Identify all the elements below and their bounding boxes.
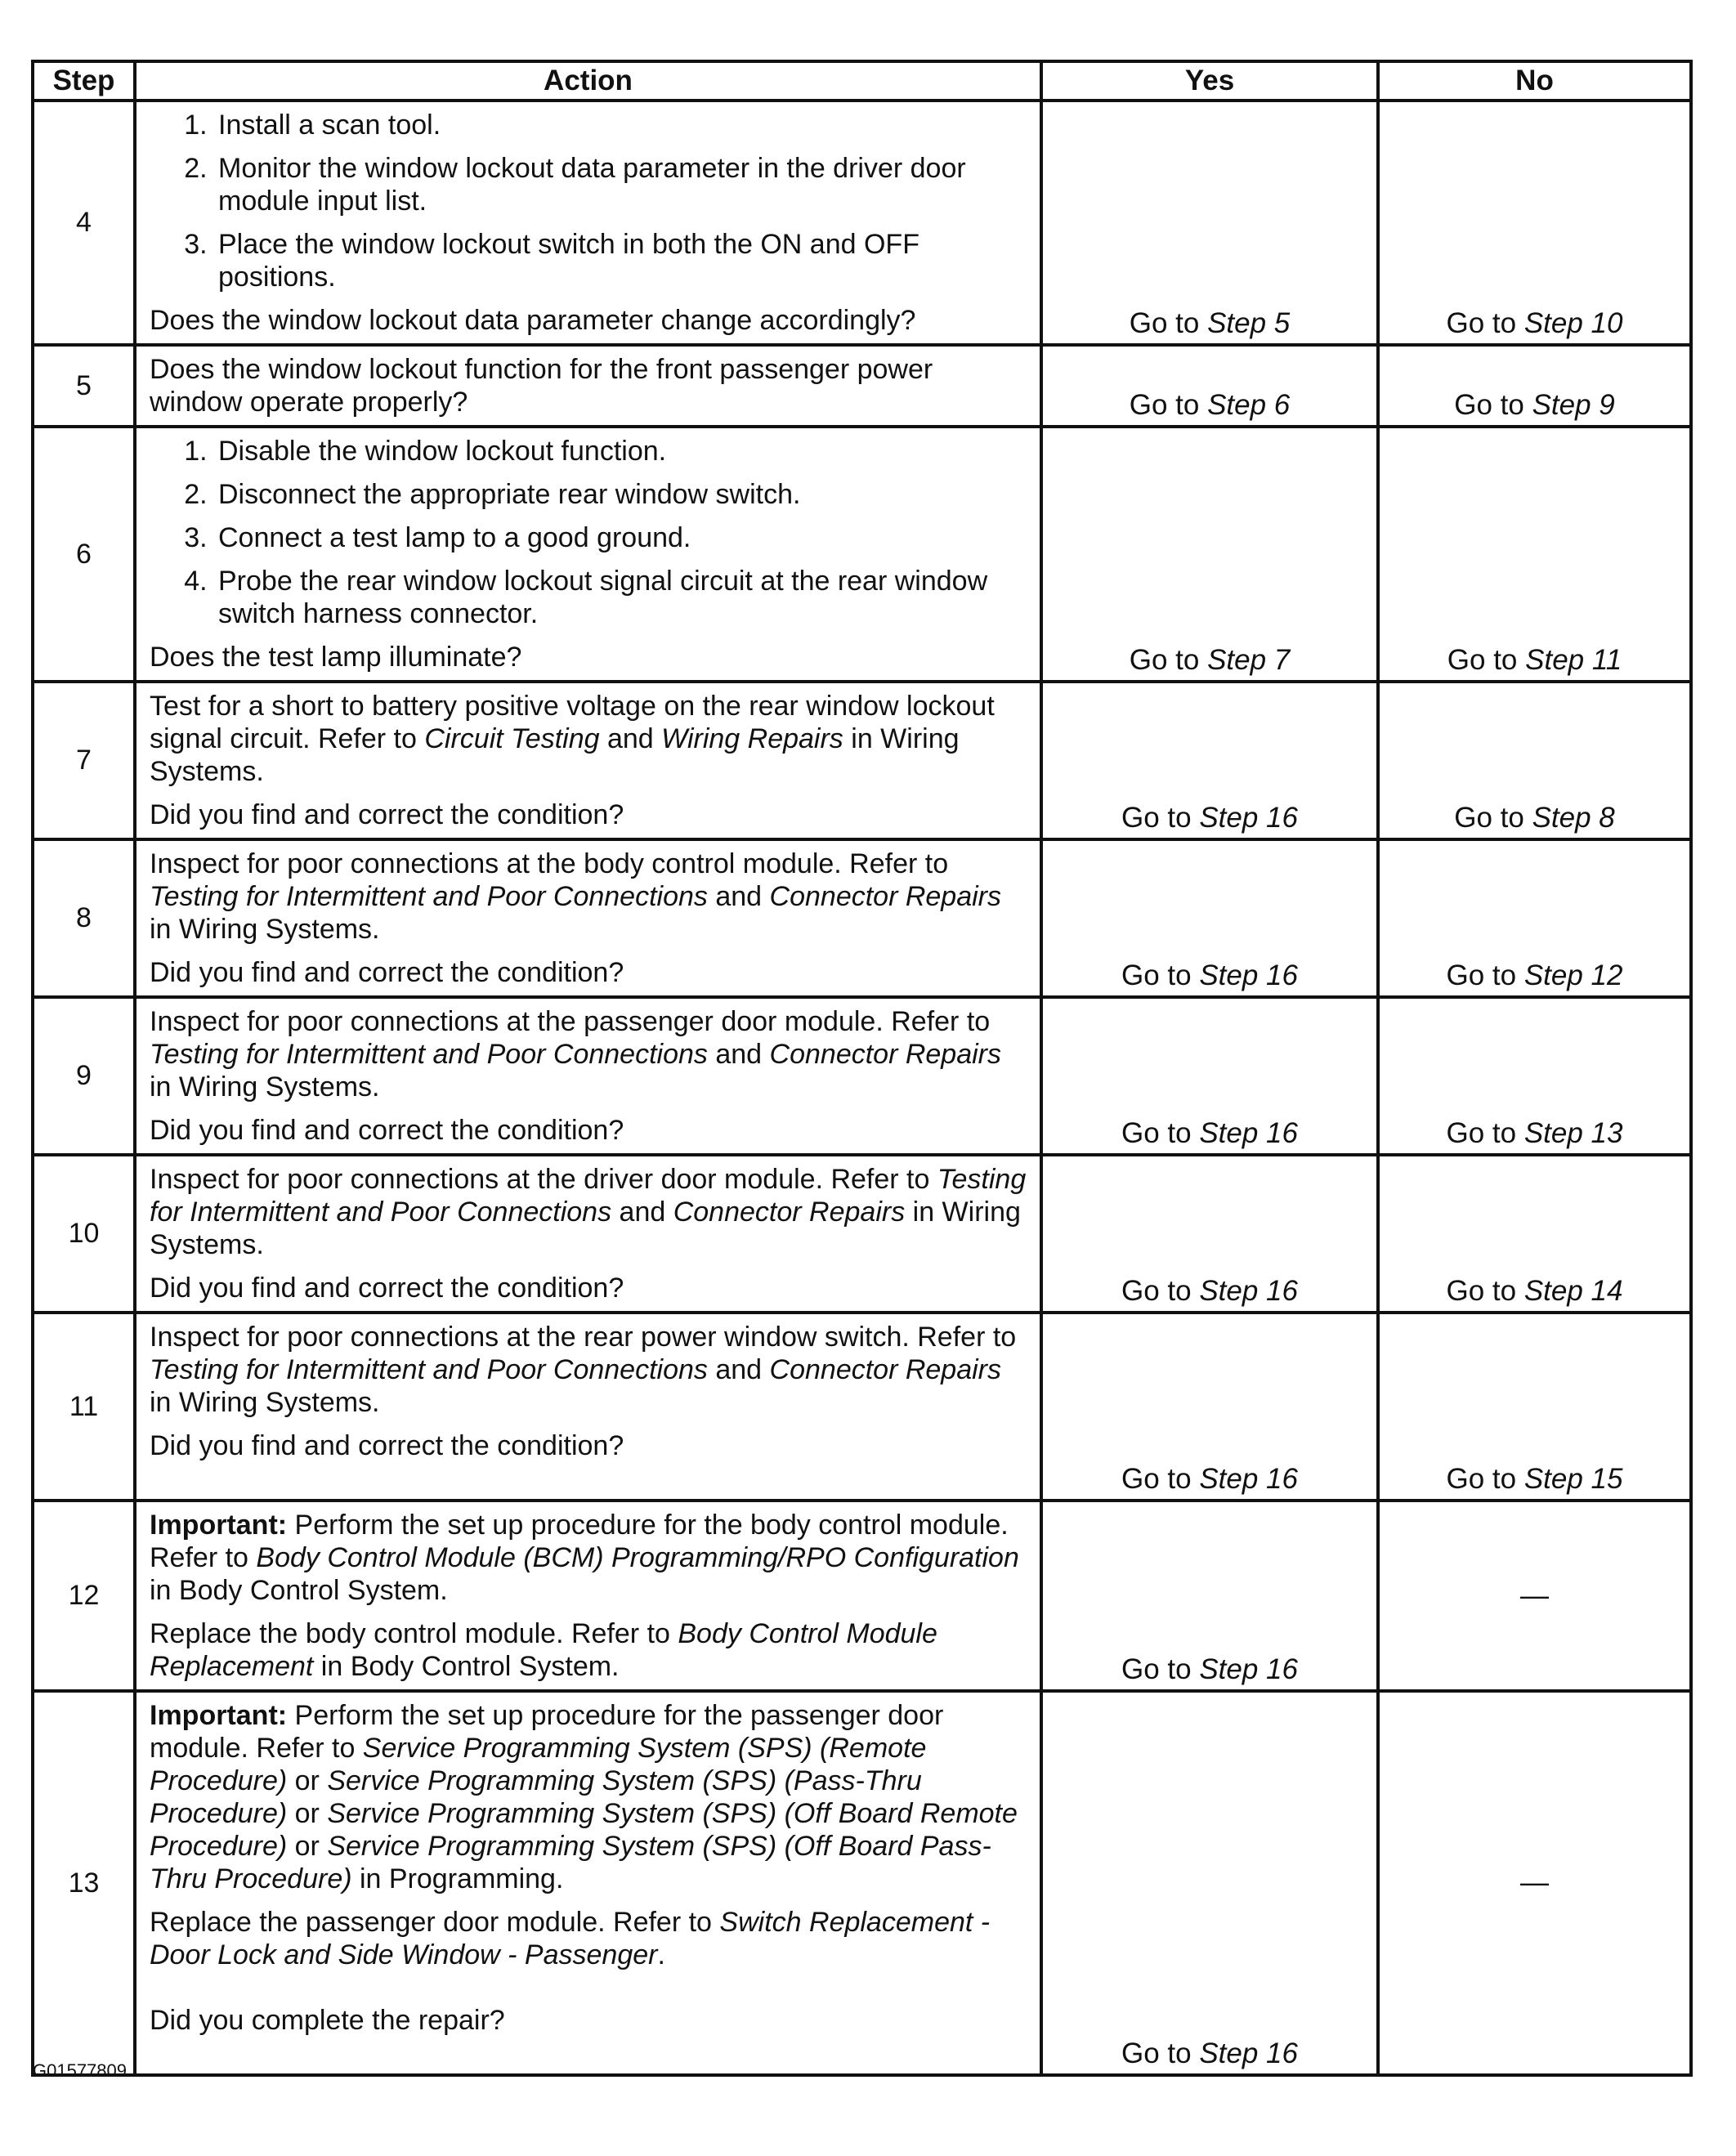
- yes-target: Step 16: [1199, 2037, 1298, 2069]
- yes-link[interactable]: [1041, 1313, 1378, 1501]
- action-text: Inspect for poor connections at the passenger door module. Refer to Testing for Intermittent and Poor Connections and Connector Repairs in Wiring Systems.: [150, 1006, 1002, 1103]
- diagnostic-table: [31, 60, 1693, 2077]
- yes-target: Step 16: [1199, 959, 1298, 991]
- question: Did you complete the repair?: [150, 2005, 505, 2036]
- question: Did you find and correct the condition?: [150, 1430, 624, 1461]
- yes-link[interactable]: [1041, 1691, 1378, 2075]
- yes-prefix: Go to: [1121, 1275, 1200, 1307]
- yes-prefix: Go to: [1121, 1653, 1200, 1685]
- yes-link[interactable]: [1041, 839, 1378, 997]
- reference-link[interactable]: Service Programming System (SPS) (Pass-Thru Procedure): [150, 1765, 922, 1829]
- reference-link[interactable]: Connector Repairs: [769, 1354, 1002, 1385]
- step-number: 8: [33, 839, 135, 997]
- yes-link[interactable]: [1041, 682, 1378, 839]
- list-item: 2. Monitor the window lockout data parameter in the driver door module input list.: [215, 152, 1028, 217]
- table-row: [33, 1691, 1691, 2075]
- no-link[interactable]: [1378, 1155, 1691, 1313]
- yes-prefix: Go to: [1129, 644, 1208, 676]
- yes-link[interactable]: [1041, 1155, 1378, 1313]
- reference-link[interactable]: Connector Repairs: [769, 1039, 1002, 1070]
- action-cell: [135, 427, 1041, 682]
- step-number: 4: [33, 101, 135, 345]
- no-prefix: Go to: [1446, 1117, 1524, 1149]
- table-row: [33, 101, 1691, 345]
- action-cell: [135, 1313, 1041, 1501]
- no-target: Step 14: [1523, 1275, 1623, 1307]
- action-cell: [135, 345, 1041, 427]
- step-number: 12: [33, 1501, 135, 1691]
- action-text: Inspect for poor connections at the driver door module. Refer to Testing for Intermittent and Poor Connections and Connector Repairs in Wiring Systems.: [150, 1164, 1027, 1260]
- no-target: Step 13: [1523, 1117, 1623, 1149]
- table-row: [33, 839, 1691, 997]
- yes-target: Step 16: [1199, 1275, 1298, 1307]
- action-list: [150, 435, 1028, 630]
- no-prefix: Go to: [1446, 1275, 1524, 1307]
- action-text: Replace the body control module. Refer to Body Control Module Replacement in Body Control System.: [150, 1618, 937, 1682]
- action-text: Inspect for poor connections at the rear power window switch. Refer to Testing for Intermittent and Poor Connections and Connector Repairs in Wiring Systems.: [150, 1322, 1017, 1418]
- question: Did you find and correct the condition?: [150, 957, 624, 988]
- no-prefix: Go to: [1446, 959, 1524, 991]
- action-cell: [135, 997, 1041, 1155]
- list-item: 2. Disconnect the appropriate rear window switch.: [215, 478, 1028, 511]
- yes-prefix: Go to: [1129, 389, 1208, 421]
- action-text: Test for a short to battery positive voltage on the rear window lockout signal circuit. Refer to Circuit Testing and Wiring Repairs in Wiring Systems.: [150, 691, 995, 787]
- yes-prefix: Go to: [1121, 959, 1200, 991]
- no-prefix: Go to: [1454, 389, 1532, 421]
- no-target: Step 10: [1523, 307, 1623, 339]
- no-target: Step 15: [1523, 1463, 1623, 1495]
- no-link[interactable]: [1378, 1313, 1691, 1501]
- action-cell: [135, 682, 1041, 839]
- action-cell: [135, 839, 1041, 997]
- step-number: 11: [33, 1313, 135, 1501]
- table-row: [33, 682, 1691, 839]
- yes-link[interactable]: [1041, 997, 1378, 1155]
- action-text: Inspect for poor connections at the body control module. Refer to Testing for Intermittent and Poor Connections and Connector Repairs in Wiring Systems.: [150, 848, 1002, 945]
- action-text: Replace the passenger door module. Refer to Switch Replacement - Door Lock and Side Window - Passenger.: [150, 1907, 991, 1970]
- step-number: 5: [33, 345, 135, 427]
- step-number: 10: [33, 1155, 135, 1313]
- reference-link[interactable]: Body Control Module Replacement: [150, 1618, 937, 1682]
- yes-target: Step 16: [1199, 1463, 1298, 1495]
- step-number: 6: [33, 427, 135, 682]
- table-row: [33, 427, 1691, 682]
- spacer: [150, 1971, 1028, 2004]
- reference-link[interactable]: Testing for Intermittent and Poor Connections: [150, 881, 708, 912]
- no-link[interactable]: [1378, 839, 1691, 997]
- no-prefix: Go to: [1446, 307, 1524, 339]
- no-cell: —: [1378, 1501, 1691, 1691]
- step-number: 7: [33, 682, 135, 839]
- step-number: 9: [33, 997, 135, 1155]
- yes-target: Step 16: [1199, 1117, 1298, 1149]
- reference-link[interactable]: Circuit Testing: [424, 723, 600, 754]
- question: Did you find and correct the condition?: [150, 799, 624, 830]
- action-list: [150, 109, 1028, 293]
- reference-link[interactable]: Testing for Intermittent and Poor Connections: [150, 1354, 708, 1385]
- question: Did you find and correct the condition?: [150, 1273, 624, 1304]
- no-cell: —: [1378, 1691, 1691, 2075]
- no-link[interactable]: [1378, 427, 1691, 682]
- list-item: 4. Probe the rear window lockout signal circuit at the rear window switch harness connector.: [215, 565, 1028, 630]
- no-target: Step 11: [1525, 644, 1622, 676]
- yes-link[interactable]: [1041, 427, 1378, 682]
- important-note: Important: Perform the set up procedure for the passenger door module. Refer to Service Programming System (SPS) (Remote Procedure) or Service Programming System (SPS) (Pass-Thru Procedure) or Service Programming System (SPS) (Off Board Remote Procedure) or Service Programming System (SPS) (Off Board Pass-Thru Procedure) in Programming.: [150, 1700, 1018, 1894]
- table-row: [33, 1313, 1691, 1501]
- list-item: 3. Place the window lockout switch in both the ON and OFF positions.: [215, 228, 1028, 293]
- yes-target: Step 6: [1207, 389, 1291, 421]
- yes-prefix: Go to: [1129, 307, 1208, 339]
- yes-target: Step 7: [1207, 644, 1291, 676]
- table-row: [33, 1155, 1691, 1313]
- step-number: 13: [33, 1691, 135, 2075]
- reference-link[interactable]: Body Control Module (BCM) Programming/RPO Configuration: [256, 1542, 1019, 1573]
- yes-link[interactable]: [1041, 345, 1378, 427]
- no-prefix: Go to: [1446, 1463, 1524, 1495]
- question: Did you find and correct the condition?: [150, 1115, 624, 1146]
- no-link[interactable]: [1378, 101, 1691, 345]
- yes-link[interactable]: [1041, 1501, 1378, 1691]
- header-no: No: [1378, 61, 1691, 101]
- yes-prefix: Go to: [1121, 1463, 1200, 1495]
- reference-link[interactable]: Service Programming System (SPS) (Off Board Remote Procedure): [150, 1798, 1018, 1862]
- table-row: [33, 345, 1691, 427]
- important-note: Important: Perform the set up procedure for the body control module. Refer to Body Control Module (BCM) Programming/RPO Configuration in Body Control System.: [150, 1510, 1019, 1606]
- action-cell: [135, 1691, 1041, 2075]
- yes-target: Step 5: [1207, 307, 1291, 339]
- no-prefix: Go to: [1447, 644, 1526, 676]
- no-link[interactable]: [1378, 345, 1691, 427]
- important-label: Important:: [150, 1510, 288, 1541]
- no-link[interactable]: [1378, 682, 1691, 839]
- yes-prefix: Go to: [1121, 1117, 1200, 1149]
- list-item: 3. Connect a test lamp to a good ground.: [215, 521, 1028, 554]
- list-item: 1. Install a scan tool.: [215, 109, 1028, 141]
- yes-prefix: Go to: [1121, 2037, 1200, 2069]
- reference-link[interactable]: Service Programming System (SPS) (Off Board Pass-Thru Procedure): [150, 1831, 991, 1894]
- table-row: [33, 997, 1691, 1155]
- yes-link[interactable]: [1041, 101, 1378, 345]
- no-prefix: Go to: [1454, 802, 1532, 834]
- yes-target: Step 16: [1199, 1653, 1298, 1685]
- yes-target: Step 16: [1199, 802, 1298, 834]
- reference-link[interactable]: Service Programming System (SPS) (Remote Procedure): [150, 1733, 927, 1796]
- question: Does the window lockout function for the front passenger power window operate properly?: [150, 354, 933, 418]
- reference-link[interactable]: Connector Repairs: [673, 1197, 906, 1228]
- header-action: Action: [135, 61, 1041, 101]
- question: Does the test lamp illuminate?: [150, 642, 522, 673]
- no-target: Step 9: [1532, 389, 1615, 421]
- reference-link[interactable]: Testing for Intermittent and Poor Connections: [150, 1039, 708, 1070]
- table-row: [33, 1501, 1691, 1691]
- action-cell: [135, 1501, 1041, 1691]
- action-cell: [135, 101, 1041, 345]
- no-target: Step 8: [1532, 802, 1615, 834]
- no-link[interactable]: [1378, 997, 1691, 1155]
- header-step: Step: [33, 61, 135, 101]
- important-label: Important:: [150, 1700, 288, 1731]
- reference-link[interactable]: Wiring Repairs: [661, 723, 843, 754]
- action-cell: [135, 1155, 1041, 1313]
- list-item: 1. Disable the window lockout function.: [215, 435, 1028, 467]
- yes-prefix: Go to: [1121, 802, 1200, 834]
- question: Does the window lockout data parameter change accordingly?: [150, 305, 916, 336]
- no-target: Step 12: [1523, 959, 1623, 991]
- reference-link[interactable]: Testing for Intermittent and Poor Connections: [150, 1164, 1027, 1228]
- reference-link[interactable]: Switch Replacement - Door Lock and Side Window - Passenger: [150, 1907, 991, 1970]
- header-yes: Yes: [1041, 61, 1378, 101]
- header-row: [33, 61, 1691, 101]
- reference-link[interactable]: Connector Repairs: [769, 881, 1002, 912]
- figure-id: G01577809: [33, 2060, 127, 2081]
